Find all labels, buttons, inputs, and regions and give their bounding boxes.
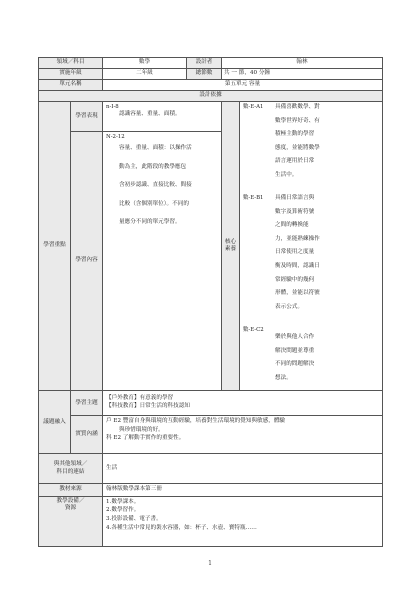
content-line: 容量、重量、面積：以操作活 [119,145,192,152]
theme-item: 【科技教育】日常生活的科技認知 [106,403,190,410]
core-a1-line: 數學世界好奇、有 [275,117,320,124]
design-basis-title: 設計依據 [39,91,383,102]
core-b1-line: 衡及時間，認識日 [275,263,320,270]
core-b1-line: 數字及算術符號 [275,208,315,215]
core-item-a1 [243,104,379,185]
performance-code: n-I-8 [106,104,119,110]
field-value: 數學 [103,58,187,69]
unit-value: 第五單元 容量 [103,80,383,91]
integration-theme-cell [103,391,383,416]
integration-content-label: 實質內涵 [71,416,103,454]
equipment-row [39,496,383,546]
grade-row [39,69,383,80]
core-a1-line: 態度，並能將數學 [275,144,320,151]
core-c2-line: 想法。 [275,374,292,381]
core-b1-line: 表示公式。 [275,303,303,310]
core-c2-line: 不同的問題解決 [275,361,315,368]
learning-content-label: 學習內容 [71,131,103,391]
theme-item: 【戶外教育】有意義的學習 [106,394,174,401]
core-code-b1: 數-E-B1 [243,195,264,202]
equipment-label-line: 資源 [64,505,77,512]
integration-theme-row [39,391,383,416]
learning-performance-row [39,102,383,132]
materials-source-label: 教材來源 [39,484,103,497]
design-basis-row [39,91,383,102]
core-item-b1 [243,195,379,317]
core-b1-line: 具備日常語言與 [275,195,315,202]
core-item-c2 [243,327,379,388]
unit-label: 單元名稱 [39,80,103,91]
materials-source-value: 翰林版數學課本第三冊 [103,484,383,497]
integration-theme-label: 學習主題 [71,391,103,416]
core-a1-line: 積極主動的學習 [275,131,315,138]
core-code-c2: 數-E-C2 [243,327,264,334]
header-row [39,58,383,69]
materials-source-row [39,484,383,497]
designer-label: 設計者 [187,58,222,69]
learning-performance-cell [103,102,222,132]
grade-label: 實施年級 [39,69,103,80]
grade-value: 二年級 [103,69,187,80]
equipment-label-line: 教學設備／ [56,497,85,504]
equipment-item: 2.數學習作。 [106,507,140,514]
sessions-label: 總節數 [187,69,222,80]
connection-label [39,454,103,484]
core-b1-line: 力，並能熟練操作 [275,235,320,242]
core-b1-line: 之間的轉換能 [275,222,309,229]
integration-label: 議題融入 [39,391,71,454]
connection-row [39,454,383,484]
content-line: 量應分不同的單元學習。 [119,219,181,226]
content-line: 動為主，此階段的教學應包 [119,163,187,170]
content-line: 含初步認識、直接比較、間接 [119,182,192,189]
sessions-value: 共 一 節，40 分鐘 [222,69,383,80]
core-literacy-cell [240,102,383,391]
page-number: 1 [208,560,212,567]
core-b1-line: 形體，並能以符號 [275,290,320,297]
core-a1-line: 具備喜歡數學、對 [275,104,320,110]
content-line: 比較（含個別單位）。不同的 [119,200,189,207]
core-b1-line: 日常使用之度量 [275,249,315,256]
designer-value: 翰林 [222,58,383,69]
equipment-label [39,496,103,546]
equipment-list [103,496,383,546]
equipment-item: 4.各種生活中常見的裝水容器，如：杯子、水壺、寶特瓶…… [106,524,257,531]
core-a1-line: 語言運用於日常 [275,158,315,165]
learning-performance-label: 學習表現 [71,102,103,132]
core-code-a1: 數-E-A1 [243,104,264,110]
core-c2-line: 解決問題並尊重 [275,347,315,354]
connection-label-line: 科目的連結 [56,468,85,475]
learning-content-cell [103,131,222,391]
connection-value: 生活 [103,454,383,484]
integration-content-cell [103,416,383,454]
content-code: N-2-12 [106,133,125,140]
integration-line: 戶 E2 豐富自身與環境的互動經驗，培養對生活環境的覺知與敏感，體驗 [106,418,286,425]
learning-focus-label: 學習重點 [39,102,71,391]
equipment-item: 1.數學課本。 [106,498,140,505]
core-literacy-label: 核心素養 [222,102,240,391]
core-b1-line: 常經驗中的幾何 [275,276,315,283]
integration-line: 科 E2 了解動手實作的重要性。 [106,435,185,442]
integration-content-row [39,416,383,454]
lesson-plan-table [38,57,383,547]
integration-line: 與珍惜環境的好。 [119,426,164,433]
connection-label-line: 與其他領域／ [53,461,88,468]
field-label: 領域／科目 [39,58,103,69]
core-a1-line: 生活中。 [275,171,298,178]
performance-text: 認識容量、重量、面積。 [119,111,181,118]
equipment-item: 3.投影設備、電子書。 [106,516,162,523]
core-c2-line: 樂於與他人合作 [275,334,315,341]
unit-row [39,80,383,91]
